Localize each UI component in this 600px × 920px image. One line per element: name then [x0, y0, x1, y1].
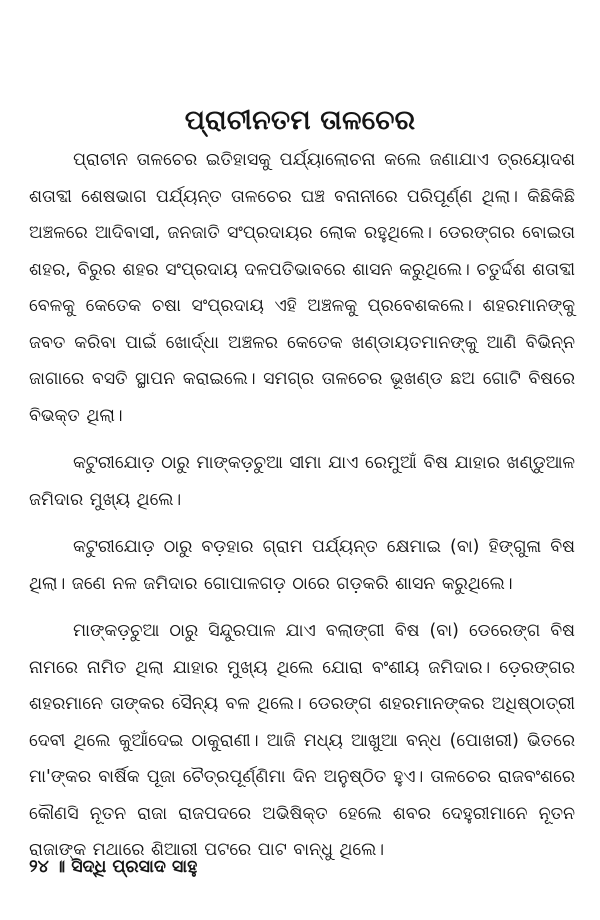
page-footer: ୨୪ ॥ ସିଦ୍ଧି ପ୍ରସାଦ ସାହୁ: [29, 857, 198, 877]
paragraph-3: କଟୁରୀଯୋଡ଼ ଠାରୁ ବଡ଼ହାର ଗ୍ରାମ ପର୍ଯ୍ୟନ୍ତ କ୍ଷେମାଇ (ବା) ହିଙ୍ଗୁଳା ବିଷ ଥିଲା। ଜଣେ ନଳ ଜମିଦାର ଗୋପାଳଗଡ଼ ଠାରେ ଗଡ଼କରି ଶାସନ କରୁଥିଲେ।: [29, 537, 575, 594]
paragraph-2: କଟୁରୀଯୋଡ଼ ଠାରୁ ମାଙ୍କଡ଼ଚୁଆ ସୀମା ଯାଏ ରେମୁଆଁ ବିଷ ଯାହାର ଖଣ୍ଡୁଆଳ ଜମିଦାର ମୁଖ୍ୟ ଥିଲେ।: [29, 453, 575, 510]
page-title: ପ୍ରାଚୀନତମ ତାଳଚେର: [184, 105, 416, 137]
body-text: [29, 142, 575, 869]
paragraph-1: ପ୍ରାଚୀନ ତାଳଚେର ଇତିହାସକୁ ପର୍ଯ୍ୟାଲୋଚନା କଲେ ଜଣାଯାଏ ତ୍ରୟୋଦଶ ଶତାବ୍ଦୀ ଶେଷଭାଗ ପର୍ଯ୍ୟନ୍ତ ତାଳଚେର ଘଞ୍ଚ ବନାନୀରେ ପରିପୂର୍ଣ୍ଣ ଥିଲା। କିଛିକିଛି ଅଞ୍ଚଳରେ ଆଦିବାସୀ, ଜନଜାତି ସଂପ୍ରଦାୟର ଲୋକ ରହୁଥିଲେ। ଡେରଙ୍ଗର ବୋଇତା ଶହର, ବିରୁର ଶହର ସଂପ୍ରଦାୟ ଦଳପତିଭାବରେ ଶାସନ କରୁଥିଲେ। ଚତୁର୍ଦ୍ଦଶ ଶତାବ୍ଦୀ ବେଳକୁ କେତେକ ଚଷା ସଂପ୍ରଦାୟ ଏହି ଅଞ୍ଚଳକୁ ପ୍ରବେଶକଲେ। ଶହରମାନଙ୍କୁ ଜବତ କରିବା ପାଇଁ ଖୋର୍ଦ୍ଧା ଅଞ୍ଚଳର କେତେକ ଖଣ୍ଡାୟତମାନଙ୍କୁ ଆଣି ବିଭିନ୍ନ ଜାଗାରେ ବସତି ସ୍ଥାପନ କରାଇଲେ। ସମଗ୍ର ତାଳଚେର ଭୂଖଣ୍ଡ ଛଅ ଗୋଟି ବିଷରେ ବିଭକ୍ତ ଥିଲା।: [29, 150, 575, 426]
paragraph-4: ମାଙ୍କଡ଼ଚୁଆ ଠାରୁ ସିନ୍ଦୁରପାଳ ଯାଏ ବଲାଙ୍ଗୀ ବିଷ (ବା) ଡେରେଙ୍ଗ ବିଷ ନାମରେ ନାମିତ ଥିଲା ଯାହାର ମୁଖ୍ୟ ଥିଲେ ଯୋରା ବଂଶୀୟ ଜମିଦାର। ଡ଼େରଙ୍ଗର ଶହରମାନେ ତାଙ୍କର ସୈନ୍ୟ ବଳ ଥିଲେ। ଡେରଙ୍ଗ ଶହରମାନଙ୍କର ଅଧିଷ୍ଠାତ୍ରୀ ଦେବୀ ଥିଲେ କୁଆଁଦେଇ ଠାକୁରାଣୀ। ଆଜି ମଧ୍ୟ ଆଖୁଆ ବନ୍ଧ (ପୋଖରୀ) ଭିତରେ ମା'ଙ୍କର ବାର୍ଷିକ ପୂଜା ଚୈତ୍ରପୂର୍ଣ୍ଣିମା ଦିନ ଅନୁଷ୍ଠିତ ହୁଏ। ତାଳଚେର ରାଜବଂଶରେ କୌଣସି ନୂତନ ରାଜା ରାଜପଦରେ ଅଭିଷିକ୍ତ ହେଲେ ଶବର ଦେହୁରୀମାନେ ନୂତନ ରାଜାଙ୍କ ମଥାରେ ଶିଆରୀ ପଟରେ ପାଟ ବାନ୍ଧୁ ଥିଲେ।: [29, 621, 575, 860]
